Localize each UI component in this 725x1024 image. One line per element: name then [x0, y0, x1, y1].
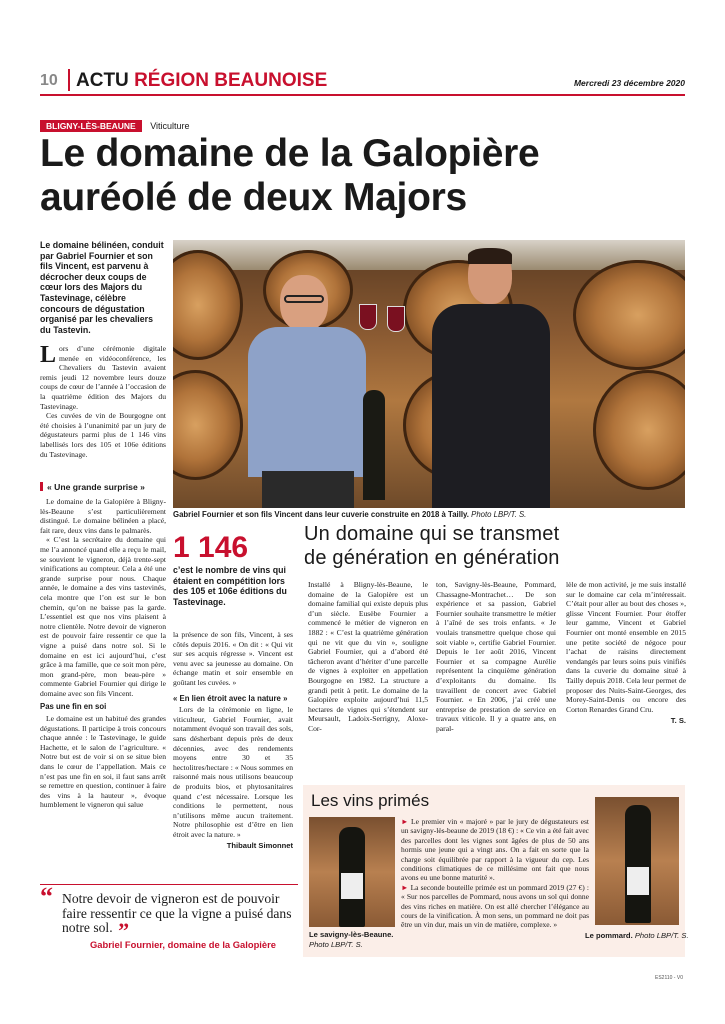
arrow-icon: ► — [401, 817, 412, 826]
photo-caption — [173, 510, 688, 520]
wine-glass-icon — [387, 306, 405, 332]
quote-top-rule — [40, 884, 298, 885]
close-quote-icon: ” — [112, 918, 130, 943]
stat-number: 1 146 — [173, 531, 249, 564]
hair — [468, 248, 512, 264]
col2-paragraph-2: Lors de la cérémonie en ligne, le viticulteur, Gabriel Fournier, avait notamment évoqué son travail des sols, sans désherbant depuis près de deux décennies, avec des rendements moyens entre 30 et 35 hectolitres/hectare : « Nous sommes en raisonné mais nous utilisons beaucoup de produits bios, et phytosanitaires quand c’est nécessaire. Lorsque les conditions le permettent, nous n’utilisons même aucun traitement. Notre philosophie est d’être en lien étroit avec la nature. » — [173, 705, 293, 839]
vins-text — [401, 817, 589, 930]
dropcap: L — [40, 342, 57, 368]
caption-savigny: Le savigny-lès-Beaune. Photo LBP/T. S. — [309, 930, 394, 949]
col1-paragraph-3: Le domaine est un habitué des grandes dégustations. Il participe à trois concours chaque année : le Tastevinage, le guide Hachette, et le salon de l’agriculture. « Notre but est de voir si on se situe bien dans le cœur de l’appellation. Mais ce n’est pas une fin en soi, il faut sans arrêt se remettre en question, continuer à faire des vins à la hauteur », évoque humblement le vigneron qui salue — [40, 714, 166, 810]
vins-box — [303, 785, 689, 957]
col1-paragraph-2: « C’est la secrétaire du domaine qui me l’a annoncé quand elle a reçu le mail, se souvient le vigneron, déjà trente-sept vinifications au compteur. Cela a été une grande surprise pour nous. Chaque année, le domaine a des vins tastevinés, cela montre que l’on est sur le bon chemin, qu’on ne baisse pas la garde. L’essentiel est que nos vins plaisent à notre clientèle. Notre devoir de vigneron est de pouvoir faire ressentir ce que la vigne a puisé dans notre sol. Si le domaine en est ici aujourd’hui, c’est grâce à ma famille, que ce soit mon père, mon grand-père, mon beau-père » commente Gabriel Fournier qui dirige le domaine avec son fils Vincent. — [40, 535, 166, 698]
barrel-icon — [573, 260, 685, 370]
headline-line-1: Le domaine de la Galopière — [40, 132, 540, 175]
bottle-label — [341, 873, 363, 899]
barrel-icon — [593, 370, 685, 490]
pull-quote — [40, 882, 298, 950]
col2-signature: Thibault Simonnet — [226, 841, 293, 851]
bottle-icon — [363, 390, 385, 500]
bottle-label — [627, 867, 649, 895]
polo — [432, 304, 550, 508]
col2-paragraph-1: la présence de son fils, Vincent, à ses côtés depuis 2016. « On dit : « Qui vit sur ses acquis régresse ». Vincent est venu avec sa jeunesse au domaine. On échange matin et soir ensemble en goûtant les cuvées. » — [173, 630, 293, 687]
kicker-topic: Viticulture — [150, 121, 190, 131]
col2-subhead: « En lien étroit avec la nature » — [173, 693, 288, 703]
column-2 — [173, 630, 293, 851]
wine-glass-icon — [359, 304, 377, 330]
photo-caption-credit: Photo LBP/T. S. — [471, 510, 527, 519]
col1-subhead: Pas une fin en soi — [40, 702, 107, 712]
head — [280, 275, 328, 331]
box-signature: T. S. — [670, 716, 686, 726]
quote-author: Gabriel Fournier, domaine de la Galopière — [90, 939, 276, 950]
subhead-surprise: « Une grande surprise » — [40, 482, 145, 492]
headline-line-2: auréolé de deux Majors — [40, 176, 467, 219]
barrel-icon — [173, 370, 243, 480]
glasses — [284, 295, 324, 303]
header-divider — [68, 69, 70, 91]
shirt — [248, 327, 366, 477]
trousers — [262, 471, 354, 508]
page-number: 10 — [40, 72, 58, 89]
intro-paragraph-2: Ces cuvées de vin de Bourgogne ont été choisies à l’unanimité par un jury de dégustateurs parmi plus de 1 146 vins labellisés lors des 105 et 106e éditions du Tastevinage. — [40, 411, 166, 459]
photo-caption-text: Gabriel Fournier et son fils Vincent dans leur cuverie construite en 2018 à Tailly. — [173, 510, 469, 519]
stat-text: c’est le nombre de vins qui étaient en compétition lors des 105 et 106e éditions du Tastevinage. — [173, 565, 287, 607]
intro-paragraph-1: Lors d’une cérémonie digitale menée en vidéoconférence, les Chevaliers du Tastevin avaient remis jeudi 12 novembre leurs douze coups de cœur de l’année à l’occasion de la quatrième édition des Majors du Tastevinage. — [40, 342, 166, 411]
section-title — [76, 70, 327, 92]
box-column-1: Installé à Bligny-lès-Beaune, le domaine de la Galopière est un domaine familial qui existe depuis plus d’un siècle. Eusèbe Fournier a commencé le métier de vigneron en 1882 : « C’est la quatrième génération qui ne vit que du vin », souligne Gabriel Fournier, qui a d’abord été tâcheron avant d’hériter d’une parcelle de vignes à exploiter en appellation Bourgogne en 1982. La structure a grandi petit à petit. Le domaine de la Galopière exploite aujourd’hui 11,5 hectares de vignes qui s’étendent sur Meursault, Ladoix-Serrigny, Aloxe-Cor- — [308, 580, 428, 733]
box-title-line-1: Un domaine qui se transmet — [304, 523, 560, 545]
box-title-line-2: de génération en génération — [304, 547, 560, 569]
main-photo — [173, 240, 685, 508]
vins-title: Les vins primés — [311, 791, 430, 810]
section-actu: ACTU — [76, 70, 129, 91]
open-quote-icon: “ — [40, 882, 53, 911]
subhead-marker — [40, 482, 43, 491]
person-vincent — [428, 248, 553, 508]
box-column-3: lèle de mon activité, je me suis installé sur le domaine car cela m’intéressait. C’était pour aller au bout des choses », glisse Vincent Fournier. Pour étoffer leur gamme, Vincent et Gabriel Fournier ont monté ensemble en 2015 une petite société de négoce pour l’achat de raisins directement vendangés par leurs soins puis vinifiés dans la cuverie du domaine situé à Tailly depuis 2018. Cela leur permet de proposer des Nuits-Saint-Georges, des Morey-Saint-Denis ou encore des Corton Renardes Grand Cru. T. S. — [566, 580, 686, 726]
chapo: Le domaine bélinéen, conduit par Gabriel Fournier et son fils Vincent, est parvenu à décrocher deux coups de cœur lors des Majors du Tastevinage, célèbre concours de dégustation organisé par les chevaliers du Tastevin. — [40, 240, 164, 335]
quote-text: Notre devoir de vigneron est de pouvoir faire ressentir ce que la vigne a puisé dans notre sol. ” — [62, 891, 292, 943]
footer-code: ES2110 - V0 — [655, 975, 683, 981]
box-column-2: ton, Savigny-lès-Beaune, Pommard, Chassagne-Montrachet… De son expérience et sa passion, Gabriel Fournier souhaite transmettre le métier à l’aîné de ses trois enfants. « Je voulais transmettre quelque chose qui soit viable », certifie Gabriel Fournier. Depuis le 1er août 2016, Vincent Fournier et sa compagne Aurélie représentent la cinquième génération d’exploitants du domaine. Ils travaillent de concert avec Gabriel Fournier. « En 2006, j’ai créé une entreprise de prestation de service en travaux viticole. Il y a quatre ans, en paral- — [436, 580, 556, 733]
kicker-place: BLIGNY-LÈS-BEAUNE — [40, 120, 142, 132]
vins-paragraph-1: ► Le premier vin « majoré » par le jury de dégustateurs est un savigny-lès-beaune de 2019 (18 €) : « Ce vin a été fait avec des parcelles dont les vignes sont âgées de plus de 50 ans hormis une jeune qui a vingt ans. On a fait en sorte que la charge soit équilibrée par rapport à la vigueur du cep. Les conditions climatiques de ce millésime ont fait que nous avons eu une bonne maturité ». — [401, 817, 589, 883]
stat-block — [173, 531, 293, 607]
photo-savigny — [309, 817, 395, 927]
headline — [40, 132, 690, 220]
intro — [40, 344, 166, 459]
page-header — [40, 66, 685, 96]
box-title — [304, 522, 560, 570]
col1-paragraph-1: Le domaine de la Galopière à Bligny-lès-Beaune s’est particulièrement distingué. Le domaine bélinéen a placé, fait rare, deux vins dans le palmarès. — [40, 497, 166, 535]
transmission-box — [300, 522, 690, 762]
person-gabriel — [248, 275, 368, 508]
issue-date: Mercredi 23 décembre 2020 — [573, 78, 685, 88]
arrow-icon: ► — [401, 882, 411, 892]
kicker — [40, 116, 190, 129]
bottle-icon — [625, 805, 651, 923]
photo-pommard — [595, 797, 679, 925]
section-region: RÉGION BEAUNOISE — [134, 70, 328, 91]
header-rule — [40, 94, 685, 96]
vins-paragraph-2: ► La seconde bouteille primée est un pommard 2019 (27 €) : « Sur nos parcelles de Pommard, nous avons un sol qui donne des vins riches en matière. On est allé chercher l’élégance au cours de la vinification. À mon sens, un pommard ne doit pas être un vin dur, mais un vin de matière, complexe. » — [401, 882, 589, 930]
caption-pommard: Le pommard. Photo LBP/T. S. — [585, 931, 689, 940]
column-1 — [40, 497, 166, 810]
